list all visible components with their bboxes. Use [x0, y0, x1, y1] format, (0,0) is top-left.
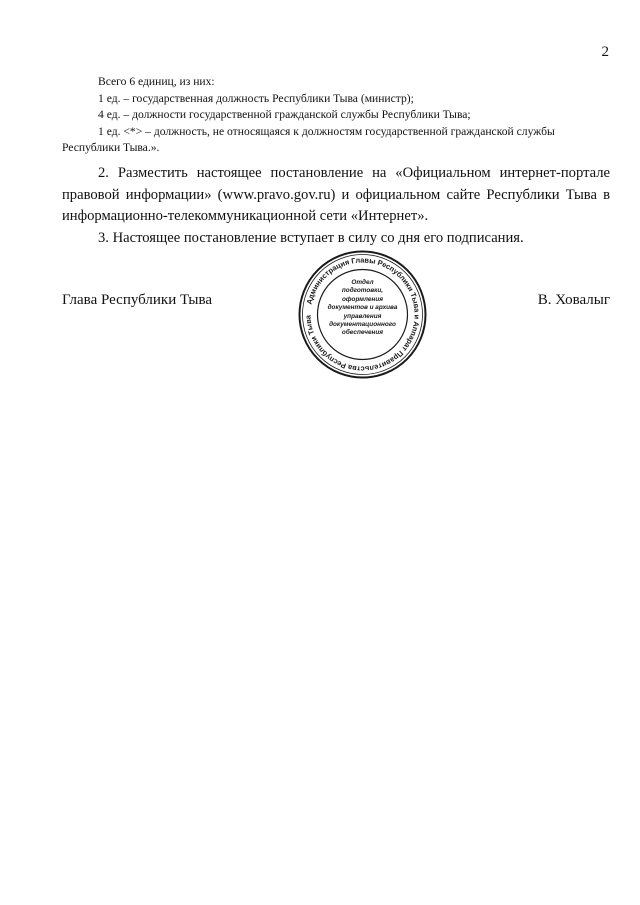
positions-item: 1 ед. <*> – должность, не относящаяся к должностям государственной гражданской службы Республики Тыва.».	[62, 124, 555, 155]
page-number: 2	[601, 44, 609, 60]
paragraph-effective-date: 3. Настоящее постановление вступает в силу со дня его подписания.	[98, 229, 524, 246]
positions-item: 4 ед. – должности государственной гражданской службы Республики Тыва;	[98, 108, 471, 122]
stamp-line: подготовки,	[341, 287, 384, 295]
positions-list	[62, 74, 610, 157]
stamp-line: документационного	[329, 321, 396, 329]
stamp-line: управления	[343, 312, 382, 320]
positions-item: 1 ед. – государственная должность Республики Тыва (министр);	[98, 91, 414, 105]
stamp-center-text	[312, 279, 413, 338]
stamp-line: оформления	[342, 295, 383, 303]
paragraph-publication: 2. Разместить настоящее постановление на «Официальном интернет-портале правовой информации» (www.pravo.gov.ru) и официальном сайте Республики Тыва в информационно-телекоммуникационной сети «Интернет».	[62, 165, 610, 225]
signatory-name: В. Ховалыг	[537, 292, 610, 308]
positions-total: Всего 6 единиц, из них:	[98, 75, 215, 88]
stamp-ring-text: Администрация Главы Республики Тыва и Аппарат Правительства Республики Тыва	[303, 255, 422, 374]
stamp-line: документов и архива	[327, 304, 398, 312]
stamp-line: Отдел	[351, 279, 374, 286]
official-stamp	[297, 249, 428, 380]
stamp-line: обеспечения	[341, 329, 384, 337]
resolution-body	[62, 163, 610, 249]
signatory-title: Глава Республики Тыва	[62, 292, 213, 308]
